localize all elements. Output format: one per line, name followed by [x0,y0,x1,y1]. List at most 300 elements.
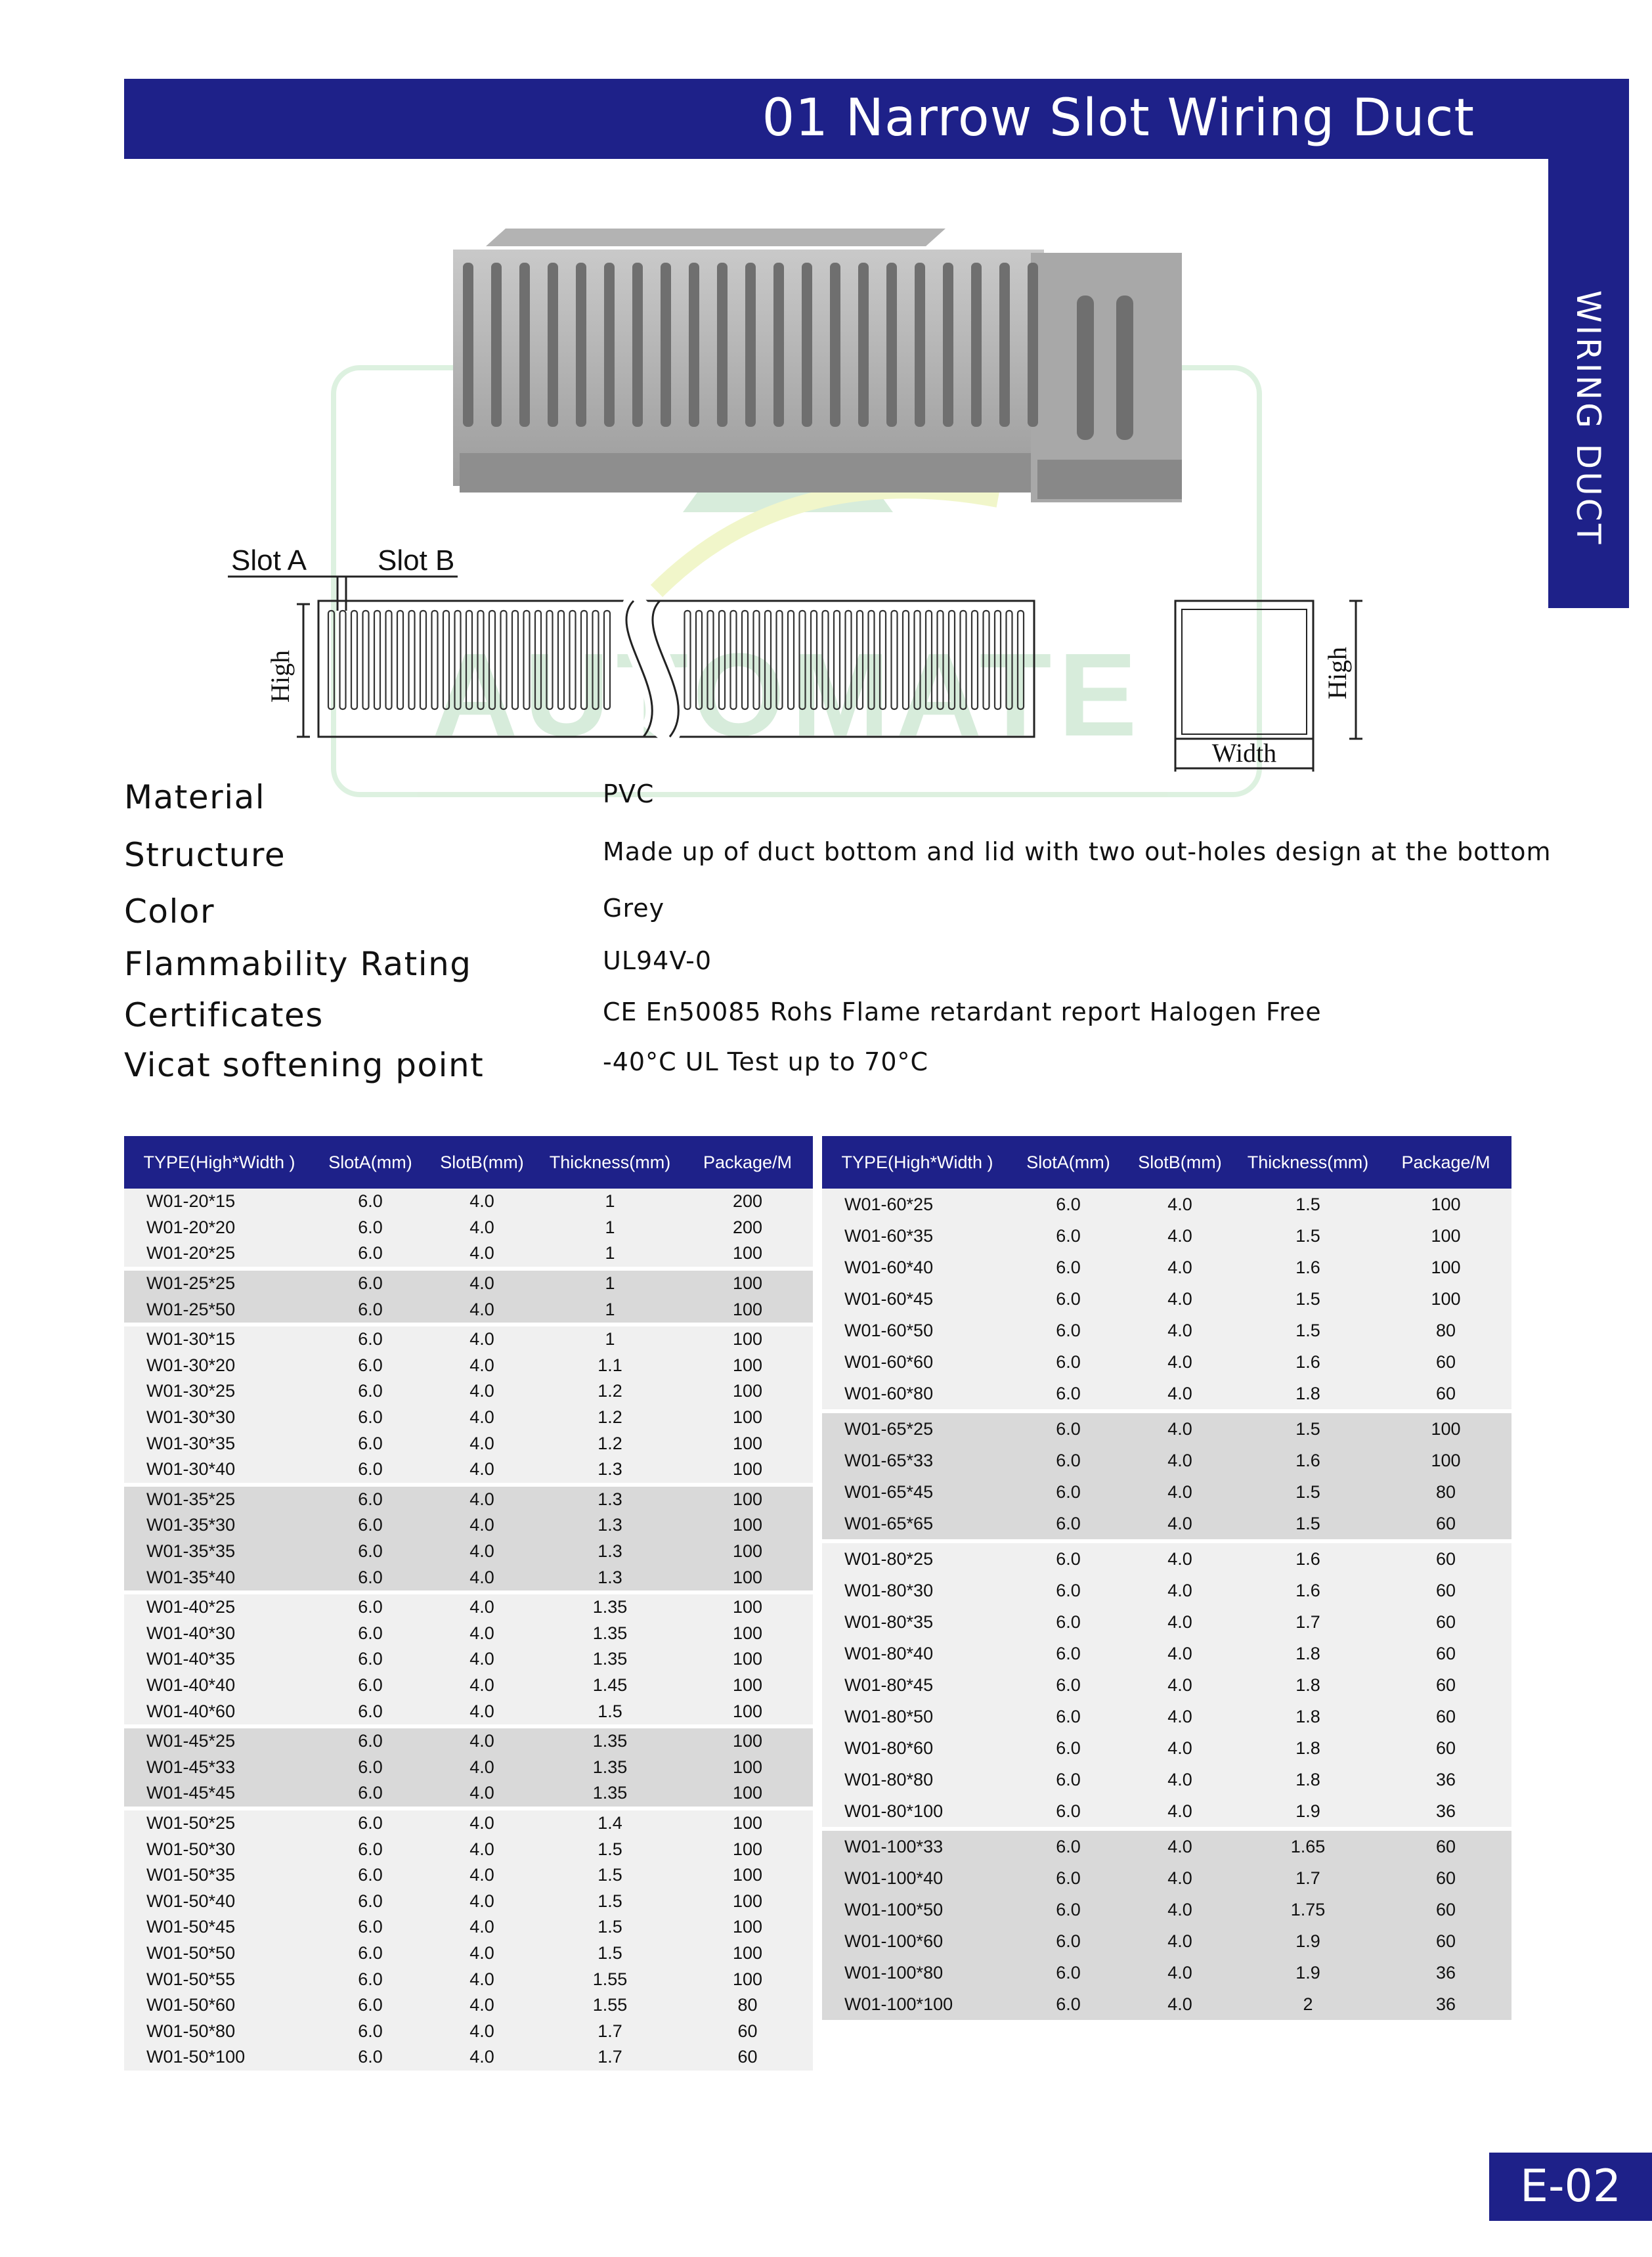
cell-type: W01-80*30 [822,1575,1012,1606]
cell-thickness: 1.8 [1236,1669,1380,1701]
table-row [124,1430,813,1457]
page-title: 01 Narrow Slot Wiring Duct [762,89,1475,148]
cell-slot-a: 6.0 [315,1539,426,1565]
cell-slot-b: 4.0 [426,1325,538,1353]
cell-package: 100 [682,1862,813,1889]
cell-package: 100 [682,1673,813,1699]
cell-type: W01-20*20 [124,1215,315,1241]
table-row [822,1283,1511,1315]
table-row [822,1862,1511,1894]
cell-slot-a: 6.0 [315,1673,426,1699]
product-illustration [0,0,1652,801]
cell-slot-b: 4.0 [1124,1606,1236,1638]
cell-thickness: 1.5 [1236,1283,1380,1315]
cell-type: W01-30*15 [124,1325,315,1353]
page-number: E-02 [1489,2153,1652,2221]
header-slot-b: SlotB(mm) [426,1136,538,1189]
cell-package: 60 [1380,1894,1511,1925]
cell-package: 100 [682,1754,813,1780]
cell-package: 100 [1380,1189,1511,1220]
cell-package: 60 [1380,1638,1511,1669]
cell-thickness: 1.5 [538,1914,682,1940]
cell-package: 60 [1380,1829,1511,1862]
cell-slot-b: 4.0 [426,2018,538,2044]
spec-value-flammability: UL94V-0 [603,946,712,975]
cell-type: W01-80*100 [822,1795,1012,1829]
cell-type: W01-100*60 [822,1925,1012,1957]
table-header-row [822,1136,1511,1189]
cell-slot-a: 6.0 [1012,1701,1124,1732]
spec-table-right [822,1136,1511,2020]
side-tab-label: WIRING DUCT [1569,290,1607,547]
cell-slot-b: 4.0 [1124,1575,1236,1606]
cell-slot-a: 6.0 [315,1296,426,1325]
cell-thickness: 1.5 [1236,1508,1380,1541]
spec-row [124,996,1601,1046]
cell-slot-a: 6.0 [315,1862,426,1889]
table-row [822,1795,1511,1829]
cell-thickness: 1.8 [1236,1378,1380,1411]
cell-slot-b: 4.0 [1124,1795,1236,1829]
cell-slot-b: 4.0 [426,1673,538,1699]
table-row [822,1925,1511,1957]
cell-thickness: 1 [538,1215,682,1241]
cell-slot-b: 4.0 [426,1808,538,1837]
table-row [124,1673,813,1699]
spec-label-flammability: Flammability Rating [124,945,472,983]
table-row [124,1992,813,2019]
cell-slot-b: 4.0 [426,1189,538,1215]
cell-thickness: 1.3 [538,1485,682,1513]
cell-package: 100 [1380,1411,1511,1445]
cell-thickness: 1.9 [1236,1925,1380,1957]
cell-package: 100 [682,1325,813,1353]
cell-slot-b: 4.0 [1124,1957,1236,1988]
cell-slot-a: 6.0 [1012,1957,1124,1988]
cell-thickness: 1.5 [1236,1411,1380,1445]
cell-slot-b: 4.0 [426,1992,538,2019]
cell-package: 100 [1380,1445,1511,1476]
table-row [124,1698,813,1726]
spec-label-vicat: Vicat softening point [124,1046,485,1084]
cell-package: 100 [682,1780,813,1808]
cell-type: W01-65*33 [822,1445,1012,1476]
header-package: Package/M [682,1136,813,1189]
cell-slot-b: 4.0 [426,1592,538,1621]
cell-package: 60 [682,2018,813,2044]
cell-type: W01-40*40 [124,1673,315,1699]
table-row [822,1476,1511,1508]
cell-slot-a: 6.0 [1012,1476,1124,1508]
cell-thickness: 1 [538,1296,682,1325]
cell-type: W01-80*50 [822,1701,1012,1732]
cell-type: W01-80*25 [822,1541,1012,1575]
cell-package: 200 [682,1189,813,1215]
cell-type: W01-50*40 [124,1888,315,1914]
table-row [124,1512,813,1539]
cell-slot-b: 4.0 [1124,1411,1236,1445]
table-row [124,1215,813,1241]
cell-type: W01-60*50 [822,1315,1012,1346]
cell-slot-b: 4.0 [426,1215,538,1241]
cell-type: W01-65*25 [822,1411,1012,1445]
cell-package: 100 [682,1353,813,1379]
cell-slot-a: 6.0 [315,1646,426,1673]
cell-slot-a: 6.0 [1012,1862,1124,1894]
cell-package: 60 [1380,1378,1511,1411]
table-row [124,1726,813,1755]
header-type: TYPE(High*Width ) [124,1136,315,1189]
cell-package: 100 [682,1726,813,1755]
table-row [822,1894,1511,1925]
cell-thickness: 1.1 [538,1353,682,1379]
cell-slot-b: 4.0 [426,1485,538,1513]
table-row [124,1940,813,1967]
table-row [124,1754,813,1780]
cell-type: W01-45*33 [124,1754,315,1780]
spec-list [124,778,1601,1097]
cell-slot-b: 4.0 [1124,1732,1236,1764]
header-slot-a: SlotA(mm) [315,1136,426,1189]
cell-slot-b: 4.0 [1124,1252,1236,1283]
cell-slot-a: 6.0 [315,2044,426,2071]
cell-type: W01-65*45 [822,1476,1012,1508]
cell-thickness: 1.8 [1236,1701,1380,1732]
cell-slot-a: 6.0 [1012,1315,1124,1346]
cell-package: 60 [1380,1346,1511,1378]
cell-slot-b: 4.0 [426,1296,538,1325]
cell-package: 100 [682,1564,813,1592]
spec-row [124,892,1601,945]
table-header-row [124,1136,813,1189]
cell-type: W01-50*80 [124,2018,315,2044]
table-row [124,1269,813,1297]
cell-slot-b: 4.0 [1124,1189,1236,1220]
cell-thickness: 1.5 [538,1836,682,1862]
cell-thickness: 1.5 [538,1940,682,1967]
watermark-text: AUTOMATE [432,629,1144,761]
cell-thickness: 1.9 [1236,1795,1380,1829]
cell-slot-a: 6.0 [1012,1764,1124,1795]
cell-slot-a: 6.0 [1012,1411,1124,1445]
cell-package: 80 [682,1992,813,2019]
cell-type: W01-60*35 [822,1220,1012,1252]
table-row [124,1405,813,1431]
cell-slot-a: 6.0 [1012,1606,1124,1638]
cell-package: 100 [1380,1283,1511,1315]
cell-slot-a: 6.0 [315,1512,426,1539]
spec-label-color: Color [124,892,215,931]
cell-package: 100 [682,1621,813,1647]
spec-value-color: Grey [603,894,665,923]
cell-slot-b: 4.0 [426,1888,538,1914]
cell-slot-a: 6.0 [1012,1283,1124,1315]
cell-package: 100 [682,1966,813,1992]
high-label-left: High [265,650,295,703]
cell-package: 100 [682,1808,813,1837]
cell-type: W01-65*65 [822,1508,1012,1541]
cell-type: W01-50*35 [124,1862,315,1889]
cell-type: W01-30*40 [124,1457,315,1485]
cell-type: W01-60*80 [822,1378,1012,1411]
cell-package: 100 [682,1539,813,1565]
cell-thickness: 1.8 [1236,1764,1380,1795]
table-row [124,1325,813,1353]
cell-type: W01-20*15 [124,1189,315,1215]
table-row [124,1296,813,1325]
cell-package: 100 [682,1378,813,1405]
cell-type: W01-35*35 [124,1539,315,1565]
cell-slot-a: 6.0 [1012,1829,1124,1862]
cell-thickness: 1.7 [1236,1606,1380,1638]
cell-type: W01-30*20 [124,1353,315,1379]
cell-slot-b: 4.0 [1124,1220,1236,1252]
table-row [124,1862,813,1889]
cell-slot-a: 6.0 [315,1726,426,1755]
cell-package: 60 [1380,1606,1511,1638]
cell-type: W01-80*35 [822,1606,1012,1638]
spec-row [124,836,1601,892]
cell-thickness: 1.7 [538,2018,682,2044]
table-row [822,1988,1511,2020]
cell-package: 100 [682,1296,813,1325]
cell-slot-a: 6.0 [1012,1508,1124,1541]
cell-type: W01-50*25 [124,1808,315,1837]
cell-slot-a: 6.0 [315,1940,426,1967]
cell-slot-b: 4.0 [426,1726,538,1755]
table-row [124,1240,813,1269]
cell-slot-b: 4.0 [1124,1476,1236,1508]
cell-type: W01-60*45 [822,1283,1012,1315]
header-slot-a: SlotA(mm) [1012,1136,1124,1189]
cell-thickness: 1.35 [538,1646,682,1673]
cell-type: W01-50*60 [124,1992,315,2019]
cell-slot-a: 6.0 [315,1698,426,1726]
header-type: TYPE(High*Width ) [822,1136,1012,1189]
cell-slot-a: 6.0 [1012,1189,1124,1220]
width-label: Width [1211,738,1277,768]
cell-slot-a: 6.0 [315,1378,426,1405]
table-row [822,1315,1511,1346]
cell-type: W01-80*80 [822,1764,1012,1795]
cell-package: 100 [682,1698,813,1726]
cell-thickness: 1.5 [538,1698,682,1726]
cell-type: W01-50*30 [124,1836,315,1862]
table-row [124,2018,813,2044]
cell-slot-b: 4.0 [426,1698,538,1726]
cell-package: 100 [682,1405,813,1431]
cell-thickness: 1.55 [538,1992,682,2019]
cell-thickness: 1.55 [538,1966,682,1992]
cell-thickness: 1.6 [1236,1346,1380,1378]
cell-slot-b: 4.0 [1124,1829,1236,1862]
cell-package: 36 [1380,1957,1511,1988]
cell-package: 80 [1380,1315,1511,1346]
cell-thickness: 1.6 [1236,1575,1380,1606]
cell-thickness: 1 [538,1189,682,1215]
spec-table-left [124,1136,813,2071]
cell-type: W01-100*100 [822,1988,1012,2020]
cell-package: 60 [1380,1732,1511,1764]
cell-thickness: 1.5 [1236,1315,1380,1346]
cell-slot-a: 6.0 [315,1992,426,2019]
cell-slot-b: 4.0 [426,1646,538,1673]
spec-row [124,945,1601,996]
table-row [124,1189,813,1215]
header-thickness: Thickness(mm) [1236,1136,1380,1189]
spec-row [124,778,1601,836]
cell-slot-b: 4.0 [1124,1669,1236,1701]
cell-package: 100 [682,1646,813,1673]
table-row [822,1669,1511,1701]
cell-thickness: 1.4 [538,1808,682,1837]
spec-value-certificates: CE En50085 Rohs Flame retardant report Halogen Free [603,997,1322,1026]
cell-type: W01-80*40 [822,1638,1012,1669]
cell-slot-b: 4.0 [426,1621,538,1647]
cell-type: W01-40*60 [124,1698,315,1726]
cell-slot-a: 6.0 [315,1457,426,1485]
cell-slot-b: 4.0 [426,1457,538,1485]
cell-slot-a: 6.0 [1012,1541,1124,1575]
cell-package: 100 [682,1485,813,1513]
cell-thickness: 1.5 [1236,1220,1380,1252]
cell-type: W01-100*80 [822,1957,1012,1988]
cell-slot-a: 6.0 [1012,1925,1124,1957]
table-row [822,1541,1511,1575]
cell-thickness: 1.2 [538,1430,682,1457]
cell-slot-b: 4.0 [1124,1701,1236,1732]
table-row [822,1957,1511,1988]
cell-slot-b: 4.0 [426,1539,538,1565]
cell-thickness: 1.65 [1236,1829,1380,1862]
cell-slot-a: 6.0 [315,1780,426,1808]
cell-slot-b: 4.0 [1124,1541,1236,1575]
cell-slot-b: 4.0 [1124,1638,1236,1669]
cell-thickness: 1.35 [538,1726,682,1755]
cell-thickness: 1.9 [1236,1957,1380,1988]
cell-package: 60 [1380,1925,1511,1957]
cell-type: W01-50*100 [124,2044,315,2071]
spec-row [124,1046,1601,1097]
cell-package: 36 [1380,1764,1511,1795]
cell-package: 36 [1380,1988,1511,2020]
cell-thickness: 1.6 [1236,1252,1380,1283]
table-row [822,1764,1511,1795]
cell-package: 80 [1380,1476,1511,1508]
cell-slot-a: 6.0 [315,1353,426,1379]
cell-thickness: 1.5 [538,1888,682,1914]
cell-slot-a: 6.0 [315,1189,426,1215]
cell-type: W01-45*25 [124,1726,315,1755]
cell-package: 100 [682,1269,813,1297]
cell-package: 60 [682,2044,813,2071]
table-row [124,1378,813,1405]
cell-package: 100 [682,1914,813,1940]
cell-package: 60 [1380,1669,1511,1701]
cell-slot-a: 6.0 [315,1966,426,1992]
header-thickness: Thickness(mm) [538,1136,682,1189]
table-row [124,1808,813,1837]
cell-slot-b: 4.0 [426,1512,538,1539]
table-row [822,1346,1511,1378]
cell-slot-a: 6.0 [315,1914,426,1940]
cell-slot-a: 6.0 [1012,1445,1124,1476]
cell-slot-b: 4.0 [426,1269,538,1297]
cell-package: 60 [1380,1541,1511,1575]
table-row [822,1638,1511,1669]
cell-slot-b: 4.0 [1124,1862,1236,1894]
cell-slot-a: 6.0 [315,1269,426,1297]
cell-type: W01-40*30 [124,1621,315,1647]
cell-thickness: 1.8 [1236,1732,1380,1764]
cell-slot-b: 4.0 [1124,1764,1236,1795]
cell-package: 100 [682,1240,813,1269]
table-row [822,1606,1511,1638]
cell-package: 100 [1380,1220,1511,1252]
cell-slot-b: 4.0 [426,1914,538,1940]
cell-thickness: 1.7 [538,2044,682,2071]
cell-slot-a: 6.0 [1012,1669,1124,1701]
cell-slot-b: 4.0 [1124,1445,1236,1476]
table-row [124,1485,813,1513]
cell-package: 60 [1380,1862,1511,1894]
cell-slot-a: 6.0 [1012,1638,1124,1669]
table-row [124,1914,813,1940]
slot-b-label: Slot B [378,544,455,577]
cell-type: W01-35*30 [124,1512,315,1539]
table-row [124,1966,813,1992]
cell-thickness: 1.35 [538,1754,682,1780]
cell-slot-a: 6.0 [315,1808,426,1837]
cell-slot-b: 4.0 [426,1754,538,1780]
cell-slot-a: 6.0 [1012,1732,1124,1764]
cell-slot-a: 6.0 [315,1240,426,1269]
table-row [822,1378,1511,1411]
cell-type: W01-25*50 [124,1296,315,1325]
table-row [822,1732,1511,1764]
table-row [124,1592,813,1621]
cell-slot-a: 6.0 [315,1485,426,1513]
cell-thickness: 1.3 [538,1512,682,1539]
cell-slot-b: 4.0 [1124,1988,1236,2020]
table-row [822,1220,1511,1252]
cell-type: W01-40*35 [124,1646,315,1673]
header-package: Package/M [1380,1136,1511,1189]
cell-package: 60 [1380,1575,1511,1606]
cell-slot-a: 6.0 [315,1592,426,1621]
cell-slot-a: 6.0 [1012,1575,1124,1606]
cell-package: 100 [682,1512,813,1539]
cell-type: W01-60*25 [822,1189,1012,1220]
cell-thickness: 1.75 [1236,1894,1380,1925]
table-row [124,1836,813,1862]
header-slot-b: SlotB(mm) [1124,1136,1236,1189]
cell-slot-b: 4.0 [1124,1315,1236,1346]
cell-type: W01-60*60 [822,1346,1012,1378]
cell-type: W01-35*40 [124,1564,315,1592]
cell-slot-b: 4.0 [1124,1283,1236,1315]
cell-type: W01-50*55 [124,1966,315,1992]
cell-slot-b: 4.0 [426,1836,538,1862]
cell-thickness: 2 [1236,1988,1380,2020]
cell-package: 100 [1380,1252,1511,1283]
cell-thickness: 1.5 [1236,1476,1380,1508]
table-row [822,1445,1511,1476]
cell-slot-b: 4.0 [426,1405,538,1431]
table-row [124,1888,813,1914]
cell-thickness: 1.5 [1236,1189,1380,1220]
cell-type: W01-50*50 [124,1940,315,1967]
